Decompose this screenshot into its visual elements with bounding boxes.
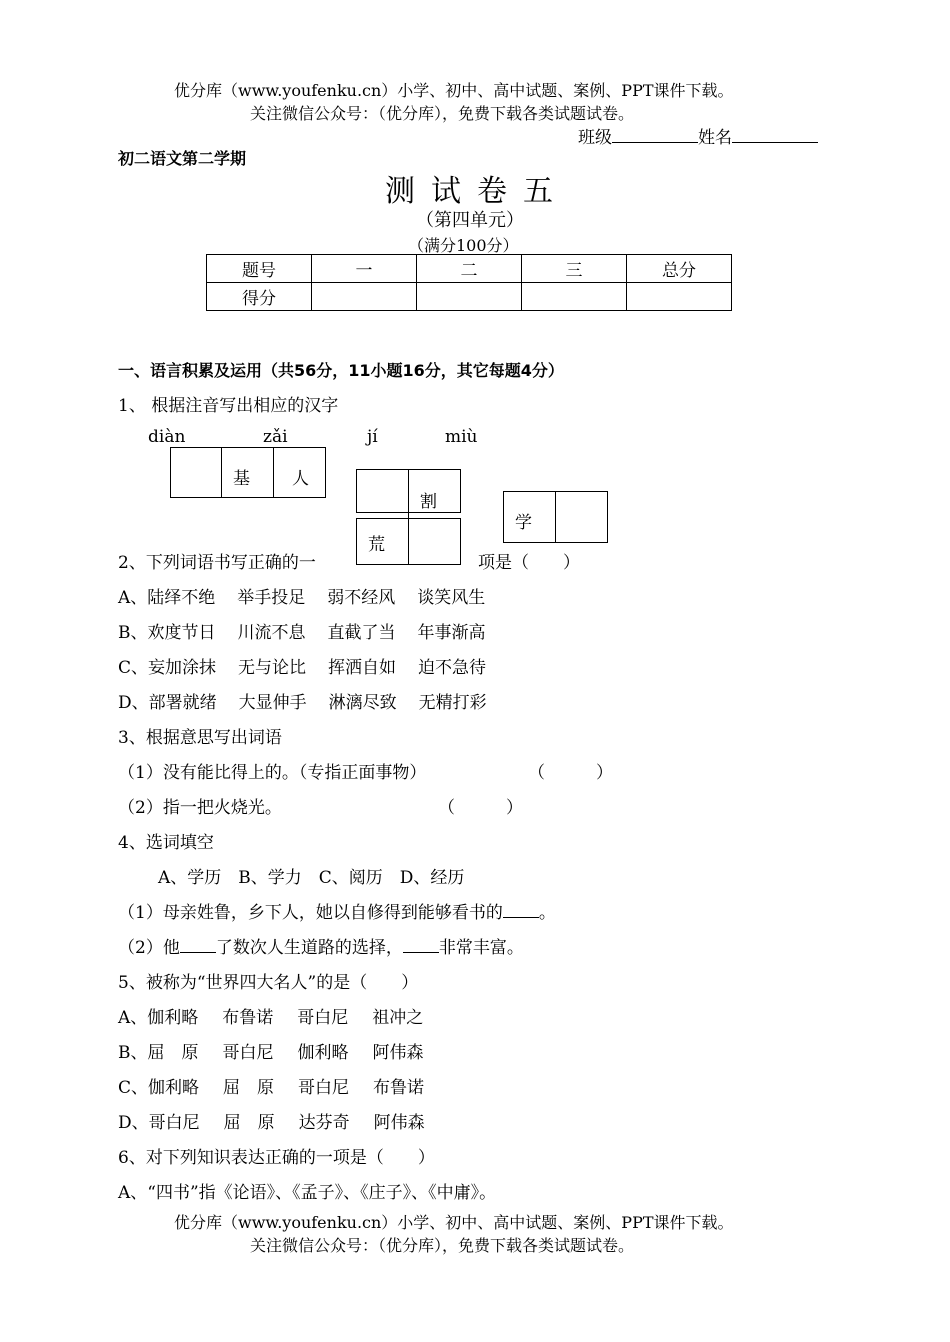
q3-item-1: （1）没有能比得上的。（专指正面事物） [118,763,427,783]
q4-blank[interactable] [180,952,216,953]
score-table-header-row [207,255,732,283]
q2-option-d[interactable]: D、部署就绪 大显伸手 淋漓尽致 无精打彩 [118,693,487,713]
class-label: 班级 [578,128,612,148]
question-2-left: 2、下列词语书写正确的一 [118,553,316,573]
char-blank[interactable] [170,447,221,498]
page-title: 测试卷五 [385,174,569,209]
score-cell[interactable] [522,283,627,311]
q4-item-1: （1）母亲姓鲁，乡下人，她以自修得到能够看书的 。 [118,903,556,923]
question-6: 6、对下列知识表达正确的一项是（ ） [118,1148,435,1168]
question-4: 4、选词填空 [118,833,214,853]
score-cell[interactable] [312,283,417,311]
char-box-c-divider [555,491,556,543]
char-box-b-divider [408,469,409,565]
q3-item-1-answer[interactable]: （ ） [528,763,613,783]
score-header-cell: 二 [417,255,522,283]
q3-item-2: （2）指一把火烧光。 [118,798,282,818]
header-line-2: 关注微信公众号：（优分库），免费下载各类试题试卷。 [250,104,635,123]
q2-option-a[interactable]: A、陆绎不绝 举手投足 弱不经风 谈笑风生 [118,588,486,608]
class-name-fields [578,123,818,148]
course-label: 初二语文第二学期 [118,149,247,168]
score-header-cell: 三 [522,255,627,283]
name-label: 姓名 [698,128,732,148]
q5-option-b[interactable]: B、屈 原 哥白尼 伽利略 阿伟森 [118,1043,424,1063]
score-row-label: 得分 [207,283,312,311]
pinyin-ji: jí [367,427,378,447]
q2-option-c[interactable]: C、妄加涂抹 无与论比 挥洒自如 迫不急待 [118,658,487,678]
q5-option-a[interactable]: A、伽利略 布鲁诺 哥白尼 祖冲之 [118,1008,424,1028]
section-heading: 一、语言积累及运用（共56分，11小题16分，其它每题4分） [118,361,564,380]
unit-subtitle: （第四单元） [416,210,524,231]
score-cell[interactable] [627,283,732,311]
q4-choices: A、学历 B、学力 C、阅历 D、经历 [158,868,465,888]
score-table [206,254,732,311]
score-table-row [207,283,732,311]
q2-option-b[interactable]: B、欢度节日 川流不息 直截了当 年事渐高 [118,623,486,643]
full-score: （满分100分） [408,236,519,255]
q3-item-2-answer[interactable]: （ ） [438,798,523,818]
score-header-cell: 题号 [207,255,312,283]
pinyin-zai: zǎi [263,427,288,447]
q6-option-a[interactable]: A、“四书”指《论语》、《孟子》、《庄子》、《中庸》。 [118,1183,497,1203]
q4-blank[interactable] [503,917,539,918]
q5-option-c[interactable]: C、伽利略 屈 原 哥白尼 布鲁诺 [118,1078,425,1098]
question-1: 1、 根据注音写出相应的汉字 [118,396,339,416]
header-line-1: 优分库（www.youfenku.cn）小学、初中、高中试题、案例、PPT课件下载。 [174,81,734,100]
score-header-cell: 总分 [627,255,732,283]
question-5: 5、被称为“世界四大名人”的是（ ） [118,973,419,993]
name-blank[interactable] [732,142,818,143]
char-box-text: 荒 [368,535,385,555]
q4-blank[interactable] [403,952,439,953]
pinyin-dian: diàn [148,427,186,447]
q4-item-2: （2）他 了数次人生道路的选择， 非常丰富。 [118,938,524,958]
score-header-cell: 一 [312,255,417,283]
char-box-text: 割 [420,492,437,512]
q5-option-d[interactable]: D、哥白尼 屈 原 达芬奇 阿伟森 [118,1113,425,1133]
score-cell[interactable] [417,283,522,311]
pinyin-miu: miù [445,427,478,447]
footer-line-1: 优分库（www.youfenku.cn）小学、初中、高中试题、案例、PPT课件下载。 [174,1213,734,1232]
question-2-right: 项是（ ） [478,553,580,573]
class-blank[interactable] [612,142,698,143]
char-box-text: 学 [515,513,532,533]
question-3: 3、根据意思写出词语 [118,728,282,748]
char-box-text: 人 [292,469,309,489]
char-box-text: 基 [233,469,250,489]
footer-line-2: 关注微信公众号：（优分库），免费下载各类试题试卷。 [250,1236,635,1255]
